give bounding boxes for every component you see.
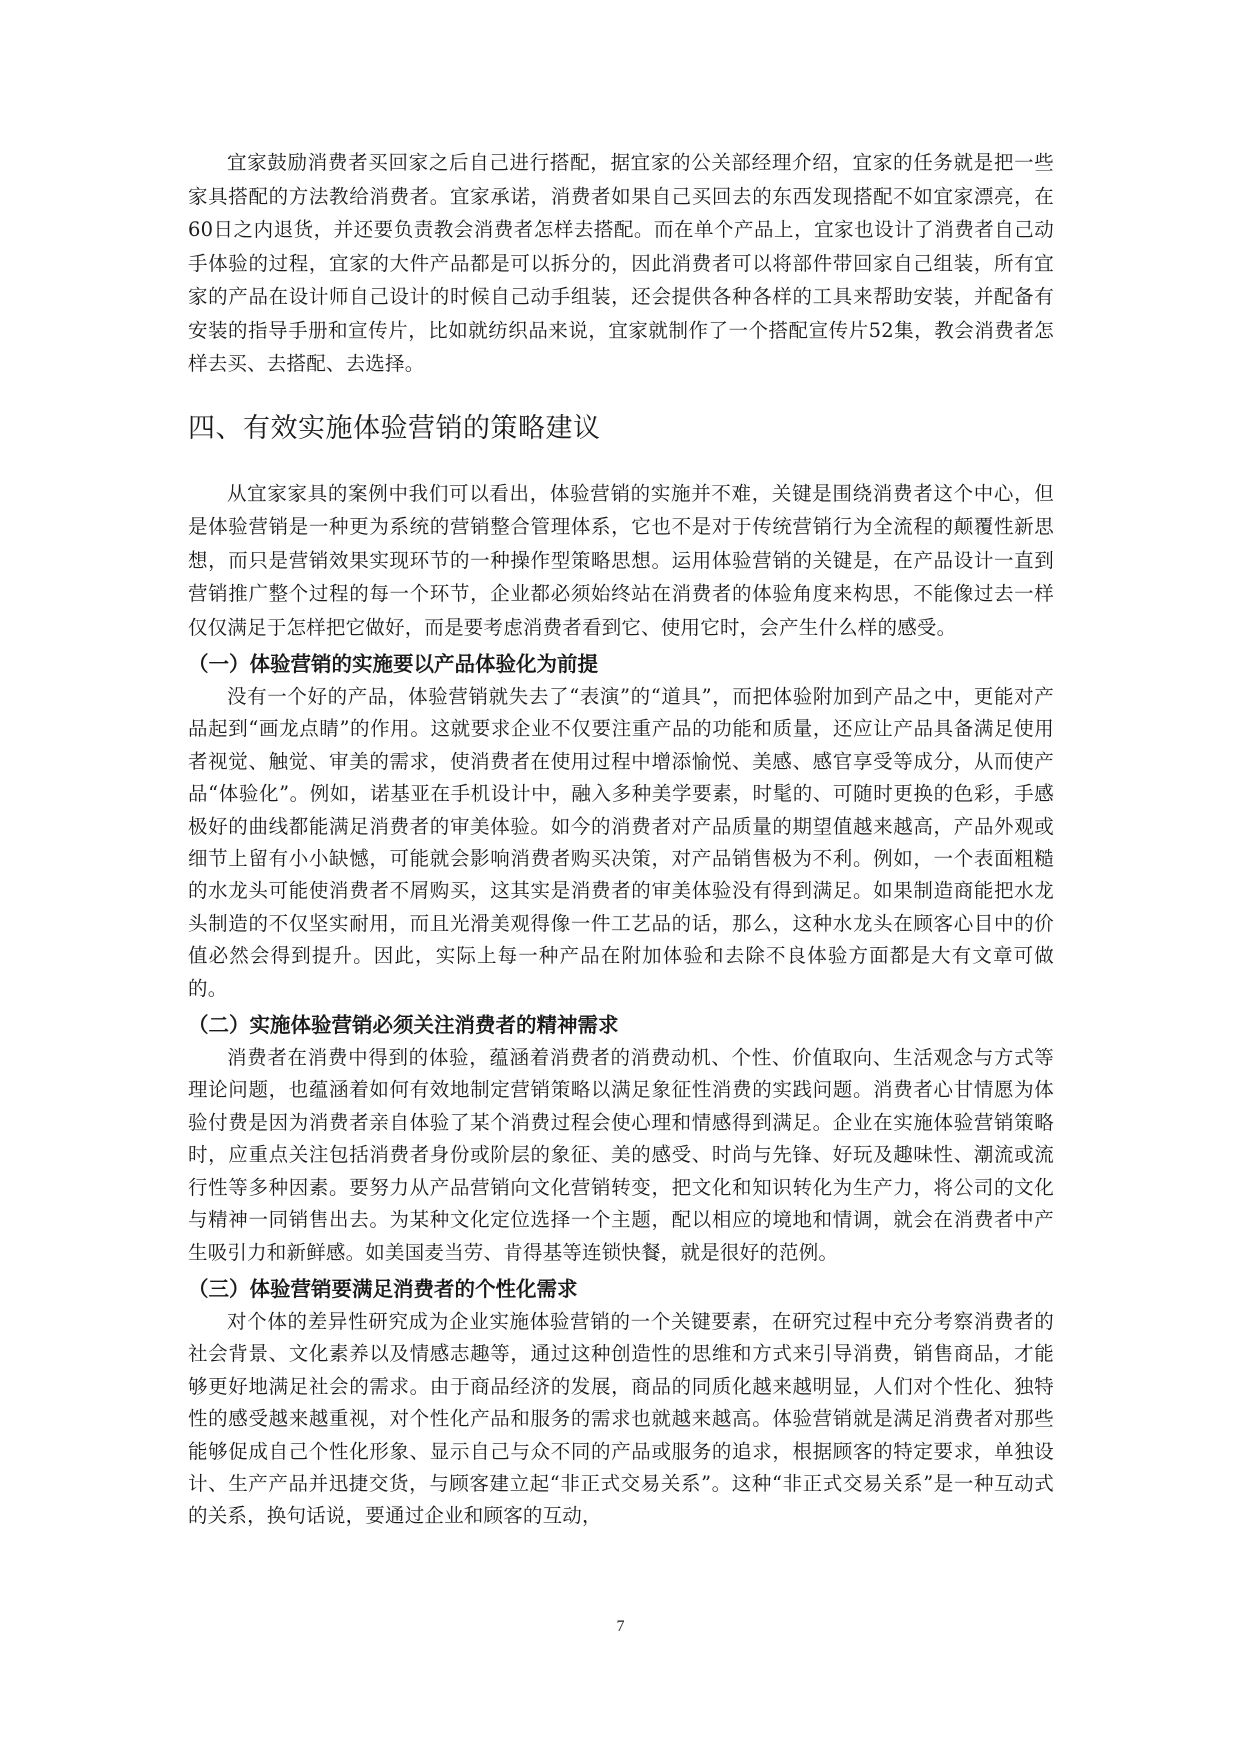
page-number: 7 bbox=[616, 1618, 625, 1635]
subsection-heading-2: （二）实施体验营销必须关注消费者的精神需求 bbox=[188, 1013, 619, 1038]
subsection-heading-1: （一）体验营销的实施要以产品体验化为前提 bbox=[188, 652, 598, 676]
subsection-heading-3: （三）体验营销要满足消费者的个性化需求 bbox=[188, 1276, 578, 1301]
section-intro-paragraph: 从宜家家具的案例中我们可以看出，体验营销的实施并不难，关键是围绕消费者这个中心，但是体验营销是一种更为系统的营销整合管理体系，它也不是对于传统营销行为全流程的颠覆性新思想，而只是营销效果实现环节的一种操作型策略思想。运用体验营销的关键是，在产品设计一直到营销推广整个过程的每一个环节，企业都必须始终站在消费者的体验角度来构思，不能像过去一样仅仅满足于怎样把它做好，而是要考虑消费者看到它、使用它时，会产生什么样的感受。 bbox=[188, 481, 1054, 639]
subsection-body-2: 消费者在消费中得到的体验，蕴涵着消费者的消费动机、个性、价值取向、生活观念与方式等理论问题，也蕴涵着如何有效地制定营销策略以满足象征性消费的实践问题。消费者心甘情愿为体验付费是因为消费者亲自体验了某个消费过程会使心理和情感得到满足。企业在实施体验营销策略时，应重点关注包括消费者身份或阶层的象征、美的感受、时尚与先锋、好玩及趣味性、潮流或流行性等多种因素。要努力从产品营销向文化营销转变，把文化和知识转化为生产力，将公司的文化与精神一同销售出去。为某种文化定位选择一个主题，配以相应的境地和情调，就会在消费者中产生吸引力和新鲜感。如美国麦当劳、肯得基等连锁快餐，就是很好的范例。 bbox=[188, 1046, 1054, 1264]
subsection-body-3: 对个体的差异性研究成为企业实施体验营销的一个关键要素，在研究过程中充分考察消费者的社会背景、文化素养以及情感志趣等，通过这种创造性的思维和方式来引导消费，销售商品，才能够更好地满足社会的需求。由于商品经济的发展，商品的同质化越来越明显，人们对个性化、独特性的感受越来越重视，对个性化产品和服务的需求也就越来越高。体验营销就是满足消费者对那些能够促成自己个性化形象、显示自己与众不同的产品或服务的追求，根据顾客的特定要求，单独设计、生产产品并迅捷交货，与顾客建立起“非正式交易关系”。这种“非正式交易关系”是一种互动式的关系，换句话说，要通过企业和顾客的互动， bbox=[188, 1309, 1054, 1528]
section-heading: 四、有效实施体验营销的策略建议 bbox=[188, 412, 601, 444]
page-content bbox=[188, 146, 1054, 1533]
intro-paragraph: 宜家鼓励消费者买回家之后自己进行搭配，据宜家的公关部经理介绍，宜家的任务就是把一些家具搭配的方法教给消费者。宜家承诺，消费者如果自己买回去的东西发现搭配不如宜家漂亮，在60日之内退货，并还要负责教会消费者怎样去搭配。而在单个产品上，宜家也设计了消费者自己动手体验的过程，宜家的大件产品都是可以拆分的，因此消费者可以将部件带回家自己组装，所有宜家的产品在设计师自己设计的时候自己动手组装，还会提供各种各样的工具来帮助安装，并配备有安装的指导手册和宣传片，比如就纺织品来说，宜家就制作了一个搭配宣传片52集，教会消费者怎样去买、去搭配、去选择。 bbox=[188, 151, 1054, 375]
subsection-body-1: 没有一个好的产品，体验营销就失去了“表演”的“道具”，而把体验附加到产品之中，更能对产品起到“画龙点睛”的作用。这就要求企业不仅要注重产品的功能和质量，还应让产品具备满足使用者视觉、触觉、审美的需求，使消费者在使用过程中增添愉悦、美感、感官享受等成分，从而使产品“体验化”。例如，诺基亚在手机设计中，融入多种美学要素，时髦的、可随时更换的色彩，手感极好的曲线都能满足消费者的审美体验。如今的消费者对产品质量的期望值越来越高，产品外观或细节上留有小小缺憾，可能就会影响消费者购买决策，对产品销售极为不利。例如，一个表面粗糙的水龙头可能使消费者不屑购买，这其实是消费者的审美体验没有得到满足。如果制造商能把水龙头制造的不仅坚实耐用，而且光滑美观得像一件工艺品的话，那么，这种水龙头在顾客心目中的价值必然会得到提升。因此，实际上每一种产品在附加体验和去除不良体验方面都是大有文章可做的。 bbox=[188, 685, 1054, 1000]
